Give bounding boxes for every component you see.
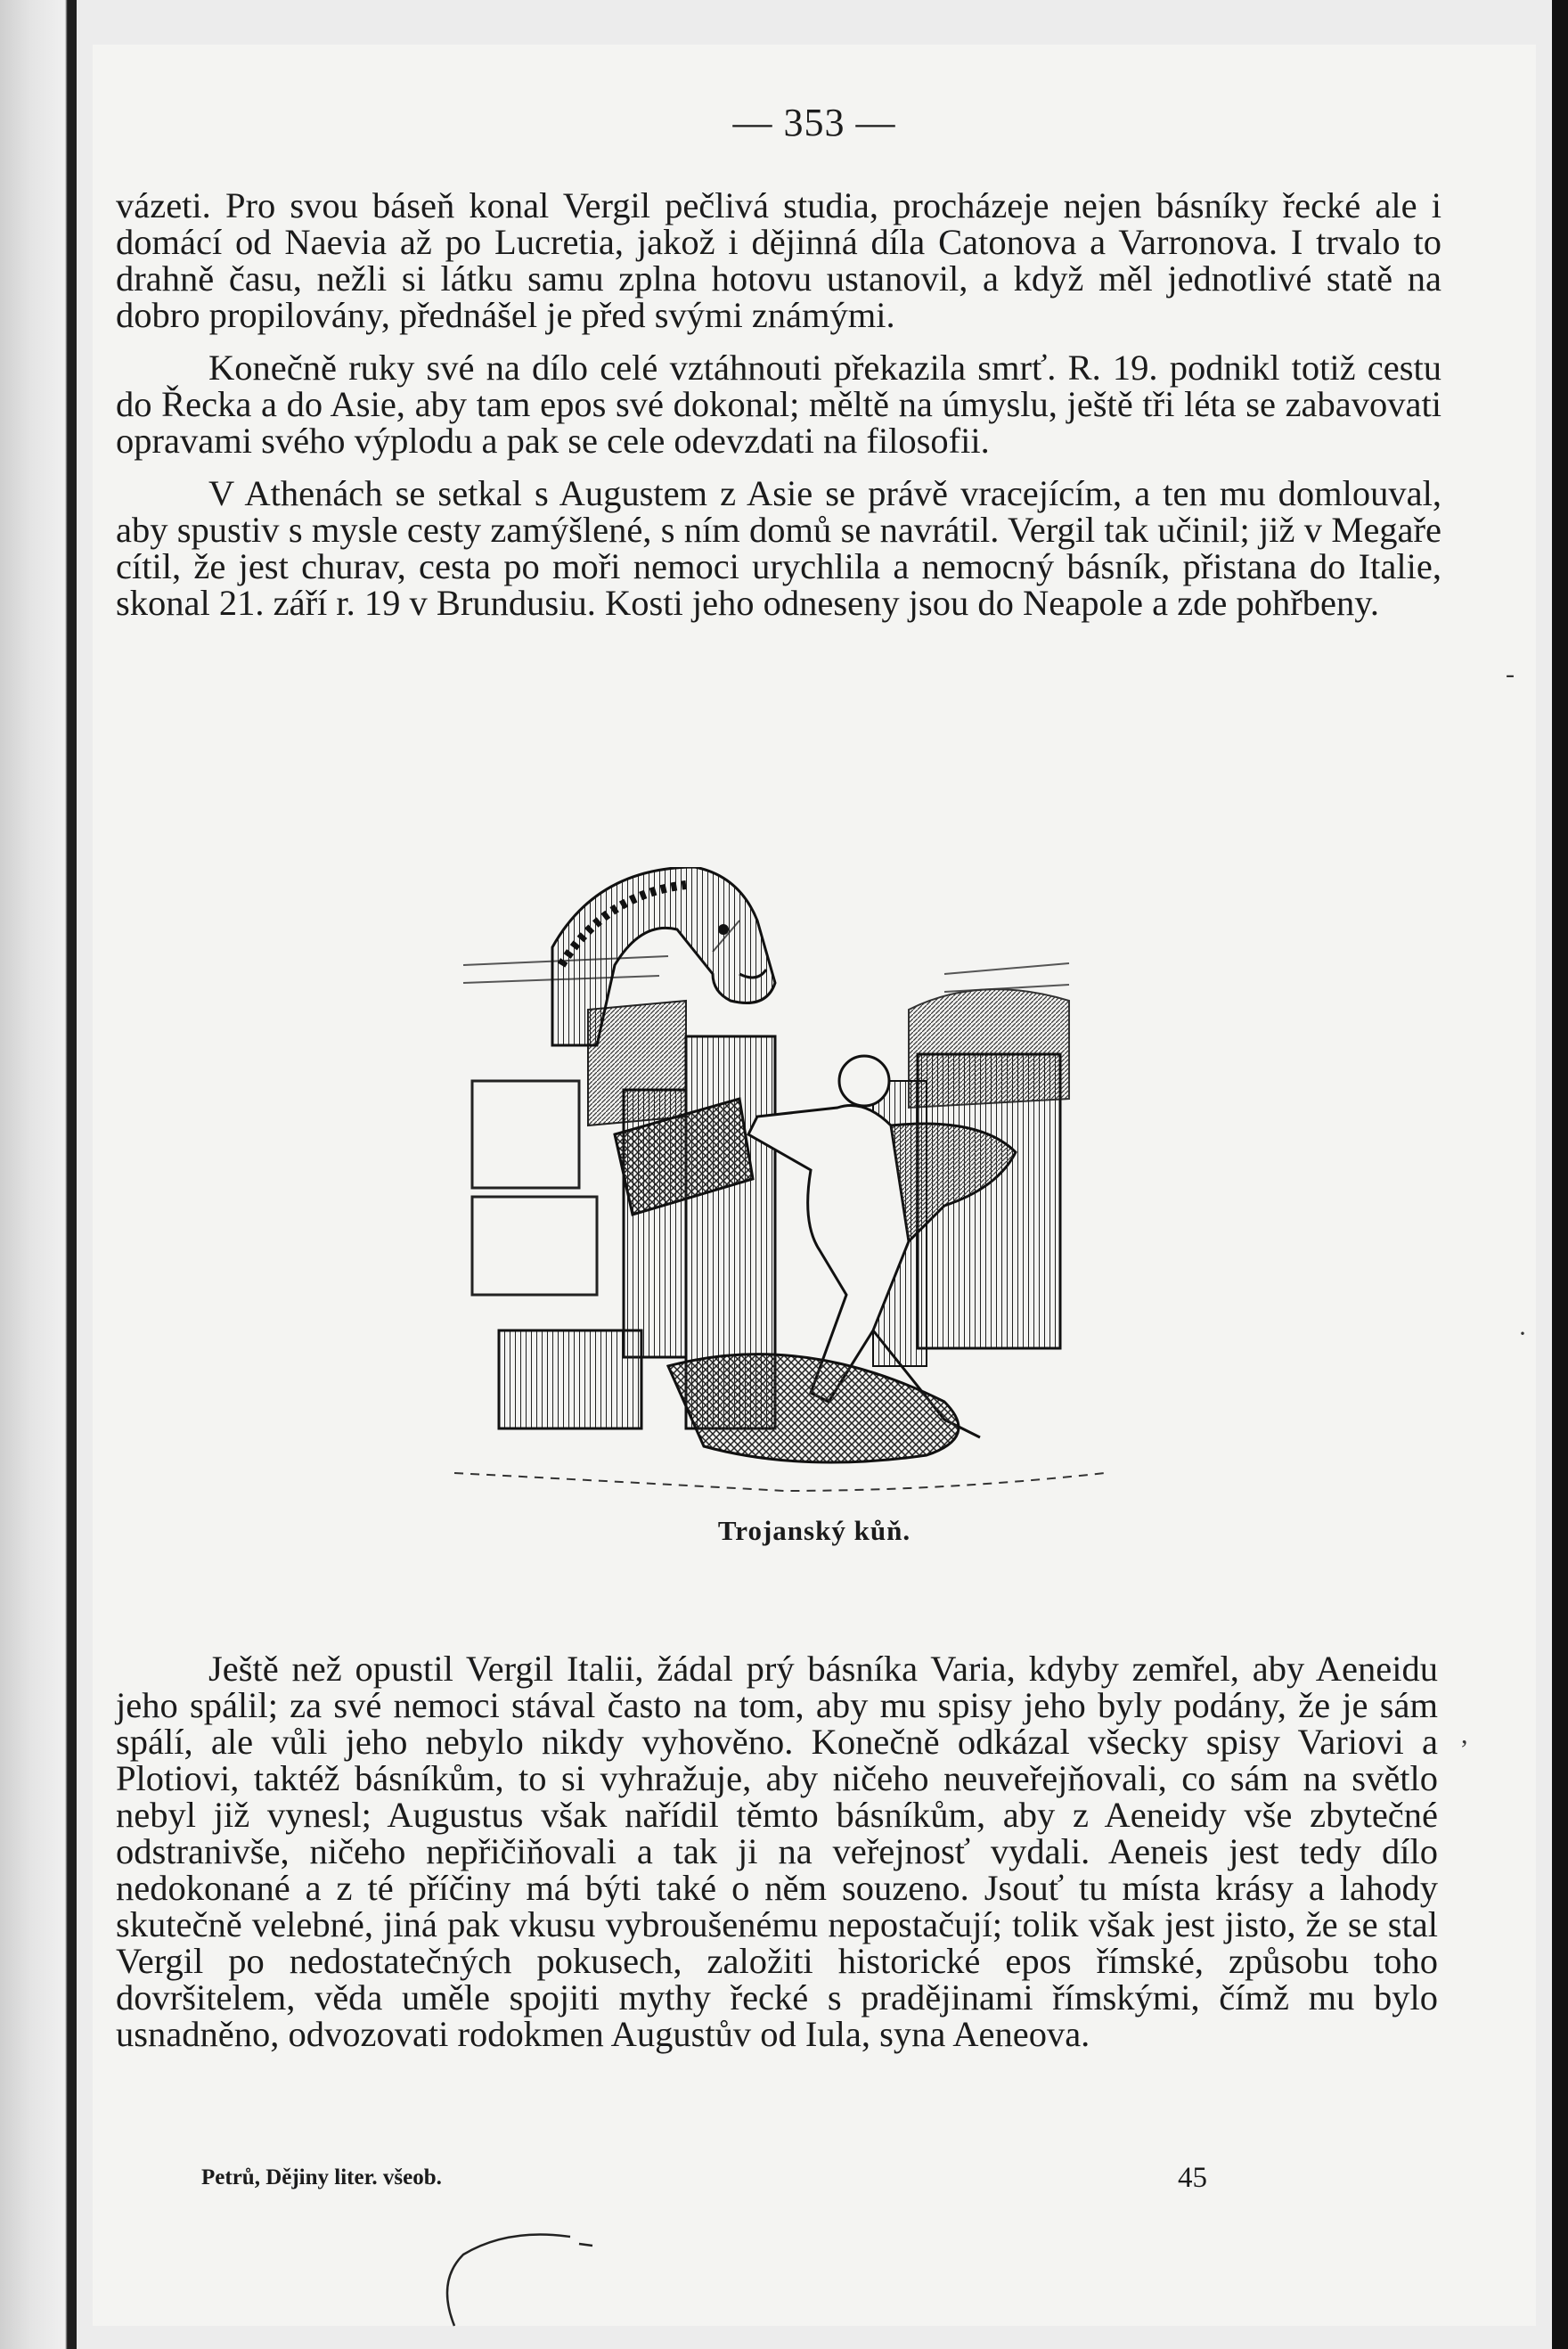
paragraph-2: Konečně ruky své na dílo celé vztáhnouti překazila smrť. R. 19. podnikl totiž cestu do Řecka a do Asie, aby tam epos své dokonal; měltě na úmyslu, ještě tři léta se zabavovati opravami svého výplodu a pak se cele odevzdati na filosofii.	[116, 348, 1441, 461]
page-number: — 353 —	[732, 101, 896, 144]
footer-signature: Petrů, Dějiny liter. všeob.	[201, 2165, 442, 2189]
book-page	[93, 45, 1536, 2326]
paragraph-1: vázeti. Pro svou báseň konal Vergil pečlivá studia, procházeje nejen básníky řecké ale i domácí od Naevia až po Lucretia, jakož i dějinná díla Catonova a Varronova. I trvalo to drahně času, nežli si látku samu zplna hotovu ustanovil, a když měl jednotlivé statě na dobro propilovány, přednášel je před svými známými.	[116, 185, 1441, 335]
footer-sheet-number: 45	[1178, 2162, 1207, 2194]
trojan-horse-engraving-icon	[445, 867, 1110, 1509]
margin-speck-icon: -	[1506, 659, 1515, 689]
margin-tick-icon: ,	[1461, 1720, 1468, 1749]
figure-caption: Trojanský kůň.	[717, 1515, 911, 1546]
text-block-bottom	[116, 1650, 1438, 2052]
pencil-scribble-icon	[428, 2219, 606, 2335]
paragraph-3: V Athenách se setkal s Augustem z Asie se právě vracejícím, a ten mu domlouval, aby spustiv s mysle cesty zamýšlené, s ním domů se navrátil. Vergil tak učinil; již v Megaře cítil, že jest churav, cesta po moři nemoci urychlila a nemocný básník, přistana do Italie, skonal 21. září r. 19 v Brundusiu. Kosti jeho odneseny jsou do Neapole a zde pohřbeny.	[116, 473, 1441, 623]
text-block-top	[116, 187, 1441, 621]
left-binding-edge	[0, 0, 77, 2349]
right-scan-edge	[1552, 0, 1568, 2349]
paragraph-4: Ještě než opustil Vergil Italii, žádal prý básníka Varia, kdyby zemřel, aby Aeneidu jeho spálil; za své nemoci stával často na tom, aby mu spisy jeho byly podány, že je sám spálí, ale vůli jeho nebylo nikdy vyhověno. Konečně odkázal všecky spisy Variovi a Plotiovi, taktéž básníkům, to si vyhražuje, aby ničeho neuveřejňovali, co sám na světlo nebyl již vynesl; Augustus však nařídil těmto básníkům, aby z Aeneidy vše zbytečné odstranivše, ničeho nepřičiňovali a tak ji na veřejnosť vydali. Aeneis jest tedy dílo nedokonané a z té příčiny má býti také o něm souzeno. Jsouť tu místa krásy a lahody skutečně velebné, jiná pak vkusu vybroušenému nepostačují; tolik však jest jisto, že se stal Vergil po nedostatečných pokusech, založiti historické epos římské, způsobu toho dovršitelem, věda uměle spojiti mythy řecké s pradějinami římskými, čímž mu bylo usnadněno, odvozovati rodokmen Augustův od Iula, syna Aeneova.	[116, 1649, 1438, 2054]
margin-dot-icon: ·	[1518, 1319, 1527, 1348]
trojan-horse-figure	[445, 867, 1110, 1544]
